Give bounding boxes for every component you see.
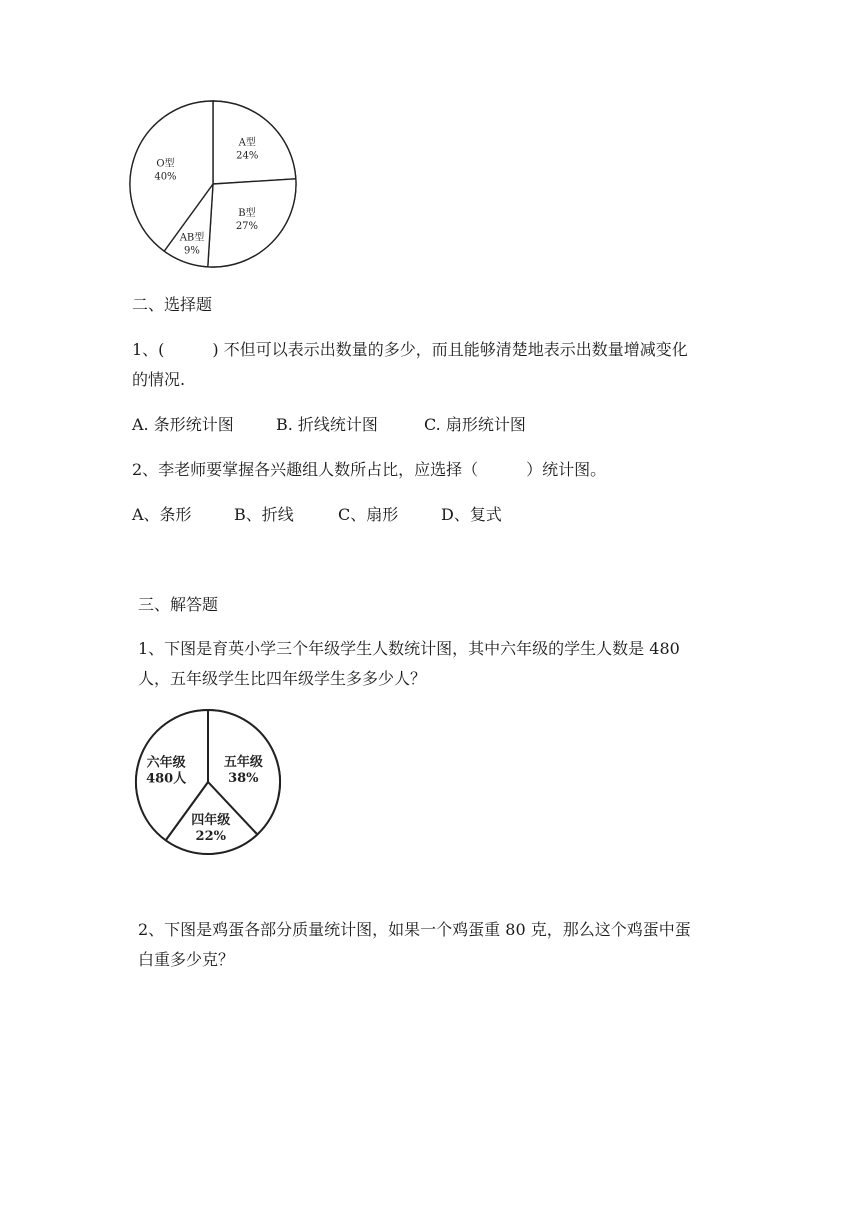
pie-slice-value: 9% xyxy=(184,245,200,257)
section-title-choice: 二、选择题 xyxy=(132,295,213,314)
grade-pie-chart xyxy=(125,703,285,863)
question-3-2-line2: 白重多少克？ xyxy=(138,950,235,969)
pie-slice-value: 40% xyxy=(154,171,177,183)
question-3-2-line1: 2、下图是鸡蛋各部分质量统计图，如果一个鸡蛋重 80 克，那么这个鸡蛋中蛋 xyxy=(138,920,691,939)
pie-slice-label: 六年级 xyxy=(146,755,186,771)
question-3-1-line1: 1、下图是育英小学三个年级学生人数统计图，其中六年级的学生人数是 480 xyxy=(138,639,680,658)
pie-slice-label: O型 xyxy=(156,158,175,170)
option-c: C. 扇形统计图 xyxy=(424,415,526,434)
pie-slice-label: AB型 xyxy=(179,232,205,244)
pie-slice-label: B型 xyxy=(238,207,256,219)
pie-slice-value: 38% xyxy=(228,771,259,787)
pie-slice-label: A型 xyxy=(238,137,256,149)
question-2-2: 2、李老师要掌握各兴趣组人数所占比，应选择（ ）统计图。 xyxy=(132,460,607,479)
blood-type-pie-chart xyxy=(125,90,305,270)
option-b: B、折线 xyxy=(234,505,294,524)
section-title-solve: 三、解答题 xyxy=(138,595,219,614)
option-c: C、扇形 xyxy=(338,505,399,524)
option-d: D、复式 xyxy=(441,505,502,524)
question-2-1-line1: 1、( ) 不但可以表示出数量的多少，而且能够清楚地表示出数量增减变化 xyxy=(132,340,688,359)
question-3-1-line2: 人，五年级学生比四年级学生多多少人？ xyxy=(138,669,427,688)
pie-slice-value: 22% xyxy=(195,828,226,844)
pie-slice-value: 27% xyxy=(235,220,259,232)
question-2-1-line2: 的情况. xyxy=(132,370,186,389)
pie-slice-label: 四年级 xyxy=(191,812,231,828)
option-b: B. 折线统计图 xyxy=(276,415,378,434)
pie-slice-label: 五年级 xyxy=(223,755,263,771)
option-a: A. 条形统计图 xyxy=(132,415,234,434)
option-a: A、条形 xyxy=(132,505,192,524)
pie-slice-value: 24% xyxy=(236,150,259,162)
pie-slice-value: 480人 xyxy=(146,771,187,787)
